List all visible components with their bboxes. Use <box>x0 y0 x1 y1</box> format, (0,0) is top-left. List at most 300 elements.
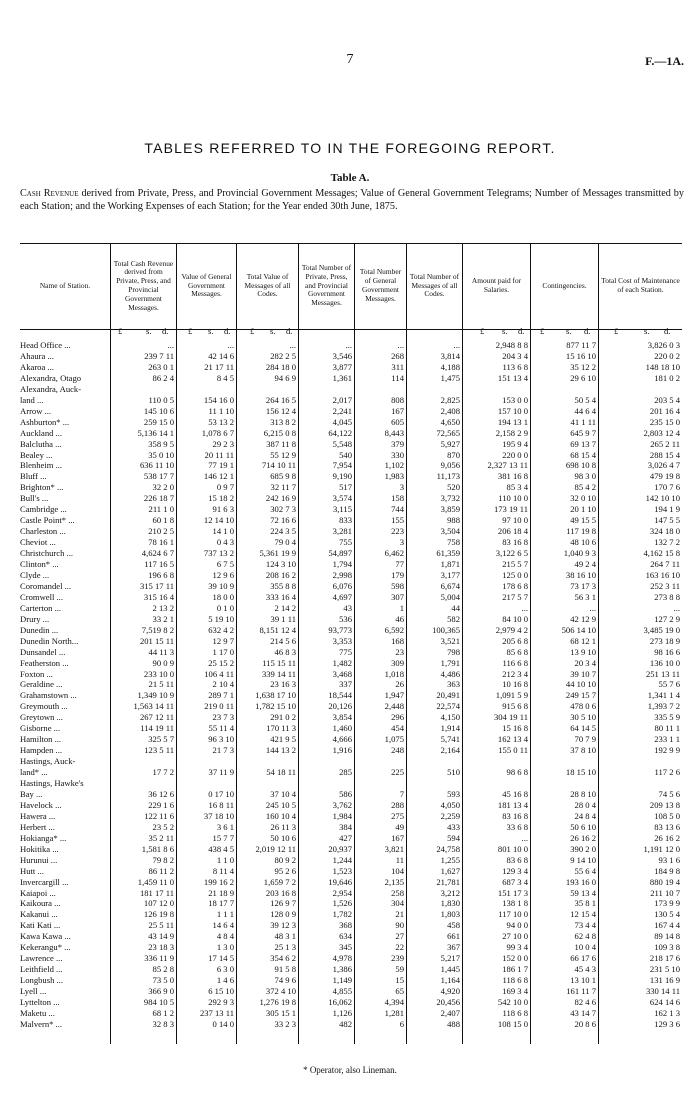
private-message-count: 3,546 <box>332 350 352 361</box>
gov-message-count: 304 <box>391 898 404 909</box>
contingencies: 18 15 10 <box>565 767 596 778</box>
column-divider <box>598 243 599 1044</box>
total-value: 203 16 8 <box>265 887 296 898</box>
total-cost: 173 9 9 <box>654 898 680 909</box>
station-name: Charleston ... <box>20 526 66 537</box>
gov-message-count: 21 <box>395 909 404 920</box>
total-cost: 1,341 1 4 <box>647 690 680 701</box>
station-name: Kakanui ... <box>20 909 58 920</box>
station-name: land* ... <box>20 767 48 778</box>
total-message-count: 3,859 <box>440 504 460 515</box>
total-value: 333 16 4 <box>265 591 296 602</box>
contingencies: 69 13 7 <box>570 438 596 449</box>
gov-message-value: 2 10 4 <box>212 679 234 690</box>
total-cost: 252 3 11 <box>650 580 680 591</box>
gov-message-value: 18 0 0 <box>212 591 234 602</box>
header-station: Name of Station. <box>39 280 91 290</box>
salaries: 304 19 11 <box>493 712 528 723</box>
total-value: 170 11 3 <box>266 723 296 734</box>
contingencies: 29 6 10 <box>570 372 596 383</box>
unit-pence: d. <box>584 326 591 336</box>
total-cost: 265 2 11 <box>650 438 680 449</box>
gov-message-value: 1 1 1 <box>216 909 234 920</box>
cash-revenue: 86 11 2 <box>148 865 174 876</box>
salaries: 33 6 8 <box>506 821 528 832</box>
contingencies: 44 10 10 <box>565 679 596 690</box>
salaries: 83 6 8 <box>506 854 528 865</box>
total-cost: 93 1 6 <box>658 854 680 865</box>
salaries: 138 1 8 <box>502 898 528 909</box>
total-message-count: 363 <box>447 679 460 690</box>
station-name: Dunsandel ... <box>20 646 66 657</box>
total-message-count: 433 <box>447 821 460 832</box>
private-message-count: 586 <box>339 788 352 799</box>
salaries: 151 13 4 <box>497 372 528 383</box>
station-name: Auckland ... <box>20 427 63 438</box>
station-name: Castle Point* ... <box>20 515 75 526</box>
total-message-count: 4,188 <box>440 361 460 372</box>
salaries: 84 10 0 <box>502 613 528 624</box>
total-cost: 80 11 1 <box>654 723 680 734</box>
salaries: 97 10 0 <box>502 515 528 526</box>
salaries: 152 0 0 <box>502 953 528 964</box>
gov-message-value: 77 19 1 <box>208 460 234 471</box>
total-message-count: ... <box>453 340 460 350</box>
cash-revenue: 315 16 4 <box>143 591 174 602</box>
total-cost: 4,162 15 8 <box>643 548 680 559</box>
gov-message-value: 199 16 2 <box>203 876 234 887</box>
total-value: 264 16 5 <box>265 394 296 405</box>
total-value: 208 16 2 <box>265 569 296 580</box>
header-gov-count: Total Number of General Government Messages. <box>359 267 402 303</box>
contingencies: 85 4 2 <box>574 482 596 493</box>
gov-message-count: 288 <box>391 799 404 810</box>
total-message-count: 3,732 <box>440 493 460 504</box>
gov-message-value: 0 1 0 <box>216 602 234 613</box>
cash-revenue: 79 8 2 <box>152 854 174 865</box>
total-message-count: 988 <box>447 515 460 526</box>
total-value: 33 2 3 <box>274 1018 296 1029</box>
salaries: 381 16 8 <box>497 471 528 482</box>
unit-pence: d. <box>518 326 525 336</box>
contingencies: 193 16 0 <box>565 876 596 887</box>
private-message-count: 16,062 <box>328 997 352 1007</box>
salaries: 162 13 4 <box>497 734 528 745</box>
footnote: * Operator, also Lineman. <box>303 1065 397 1075</box>
total-value: 50 10 6 <box>270 832 296 843</box>
contingencies: 38 16 10 <box>565 569 596 580</box>
total-message-count: 5,741 <box>440 734 460 745</box>
total-cost: 264 7 11 <box>650 559 680 569</box>
station-name: Lyell ... <box>20 986 47 997</box>
header-private-count: Total Number of Private, Press, and Provincial Government Messages. <box>301 263 352 308</box>
gov-message-count: 808 <box>391 394 404 405</box>
cash-revenue: 32 2 0 <box>152 482 174 493</box>
gov-message-count: 6 <box>399 1018 404 1029</box>
salaries: 195 9 4 <box>502 438 528 449</box>
gov-message-value: 55 11 4 <box>208 723 234 734</box>
total-cost: 98 16 6 <box>654 646 680 657</box>
gov-message-count: 167 <box>391 405 404 416</box>
gov-message-value: 106 4 11 <box>204 668 234 679</box>
header-total-value: Total Value of Messages of all Codes. <box>244 271 291 299</box>
salaries: 118 6 8 <box>502 1007 528 1018</box>
column-divider <box>236 243 237 1044</box>
contingencies: 20 3 4 <box>574 657 596 668</box>
cash-revenue: 73 5 0 <box>152 975 174 986</box>
salaries: 3,122 6 5 <box>495 548 528 559</box>
salaries: 118 6 8 <box>502 975 528 986</box>
salaries: 117 10 0 <box>498 909 528 920</box>
station-name: Invercargill ... <box>20 876 69 887</box>
total-message-count: 1,830 <box>440 898 460 909</box>
contingencies: 32 0 10 <box>570 493 596 504</box>
station-name: Hokianga* ... <box>20 832 67 843</box>
gov-message-count: 11 <box>395 854 404 865</box>
total-message-count: 510 <box>447 767 460 778</box>
gov-message-value: 20 11 11 <box>204 449 234 460</box>
contingencies: 30 5 10 <box>570 712 596 723</box>
private-message-count: 54,897 <box>328 548 352 559</box>
total-cost: 335 5 9 <box>654 712 680 723</box>
total-cost: 3,485 19 0 <box>643 624 680 635</box>
contingencies: 68 12 1 <box>570 635 596 646</box>
private-message-count: 755 <box>339 537 352 548</box>
contingencies: 44 6 4 <box>574 405 596 416</box>
total-value: 282 2 5 <box>270 350 296 361</box>
private-message-count: 1,526 <box>332 898 352 909</box>
total-cost: 131 16 9 <box>649 975 680 986</box>
salaries: 206 18 4 <box>497 526 528 537</box>
unit-pound: £ <box>480 326 485 336</box>
contingencies: 82 4 6 <box>574 997 596 1007</box>
gov-message-count: 3 <box>399 482 404 493</box>
station-name: Geraldine ... <box>20 679 63 690</box>
private-message-count: 4,697 <box>332 591 352 602</box>
private-message-count: 43 <box>343 602 352 613</box>
salaries: 2,979 4 2 <box>495 624 528 635</box>
contingencies: 877 11 7 <box>566 340 596 350</box>
gov-message-count: 744 <box>391 504 404 515</box>
total-cost: 136 10 0 <box>649 657 680 668</box>
unit-pound: £ <box>250 326 255 336</box>
gov-message-count: 168 <box>391 635 404 646</box>
salaries: 94 0 0 <box>506 920 528 931</box>
gov-message-count: 1,281 <box>384 1007 404 1018</box>
contingencies: 506 14 10 <box>561 624 596 635</box>
private-message-count: 536 <box>339 613 352 624</box>
total-cost: 89 14 8 <box>654 931 680 942</box>
gov-message-count: 1,075 <box>384 734 404 745</box>
column-divider <box>298 243 299 1044</box>
gov-message-value: 0 14 0 <box>212 1018 234 1029</box>
station-name: Dunedin North... <box>20 635 79 646</box>
total-message-count: 2,164 <box>440 745 460 756</box>
salaries: 178 6 8 <box>502 580 528 591</box>
total-message-count: 5,004 <box>440 591 460 602</box>
cash-revenue: 211 1 0 <box>148 504 174 515</box>
total-value: 72 16 6 <box>270 515 296 526</box>
cash-revenue: 23 5 2 <box>152 821 174 832</box>
gov-message-value: 8 11 4 <box>212 865 234 876</box>
column-divider <box>354 243 355 1044</box>
private-message-count: 1,149 <box>332 975 352 986</box>
total-value: 79 0 4 <box>274 537 296 548</box>
total-value: 23 16 3 <box>270 679 296 690</box>
gov-message-count: 4,394 <box>384 997 404 1007</box>
gov-message-count: 248 <box>391 745 404 756</box>
total-message-count: 661 <box>447 931 460 942</box>
unit-shilling: s. <box>208 326 214 336</box>
cash-revenue: 43 14 9 <box>148 931 174 942</box>
total-message-count: 3,177 <box>440 569 460 580</box>
salaries: ... <box>521 832 528 843</box>
gov-message-count: 179 <box>391 569 404 580</box>
total-message-count: 22,574 <box>436 701 460 712</box>
gov-message-count: 1,018 <box>384 668 404 679</box>
gov-message-value: 1 4 6 <box>216 975 234 986</box>
total-message-count: 1,803 <box>440 909 460 920</box>
total-cost: 273 18 9 <box>649 635 680 646</box>
gov-message-count: 268 <box>391 350 404 361</box>
salaries: 2,158 2 9 <box>495 427 528 438</box>
cash-revenue: 201 15 11 <box>139 635 174 646</box>
station-name: Head Office ... <box>20 340 71 350</box>
private-message-count: 3,468 <box>332 668 352 679</box>
private-message-count: 4,045 <box>332 416 352 427</box>
gov-message-count: 59 <box>395 964 404 975</box>
total-cost: 479 19 8 <box>649 471 680 482</box>
gov-message-count: 223 <box>391 526 404 537</box>
total-cost: 130 5 4 <box>654 909 680 920</box>
total-message-count: 1,475 <box>440 372 460 383</box>
gov-message-count: 309 <box>391 657 404 668</box>
salaries: 110 10 0 <box>498 493 528 504</box>
contingencies: 64 14 5 <box>570 723 596 734</box>
gov-message-count: 379 <box>391 438 404 449</box>
total-value: 54 18 11 <box>266 767 296 778</box>
contingencies: 35 12 2 <box>570 361 596 372</box>
total-cost: 163 16 10 <box>645 569 680 580</box>
cash-revenue: 5,136 14 1 <box>137 427 174 438</box>
total-message-count: 1,627 <box>440 865 460 876</box>
station-name: Hawera ... <box>20 810 56 821</box>
station-name: Kekerangu* ... <box>20 942 71 953</box>
cash-revenue: 1,563 14 11 <box>133 701 174 712</box>
private-message-count: 3,877 <box>332 361 352 372</box>
cash-revenue: 259 15 0 <box>143 416 174 427</box>
page-code: F.—1A. <box>645 54 684 68</box>
gov-message-count: 1,947 <box>384 690 404 701</box>
private-message-count: 19,646 <box>328 876 352 887</box>
gov-message-value: 12 9 6 <box>212 569 234 580</box>
gov-message-count: 65 <box>395 986 404 997</box>
total-value: 37 10 4 <box>270 788 296 799</box>
gov-message-value: 37 18 10 <box>203 810 234 821</box>
gov-message-value: 289 7 1 <box>208 690 234 701</box>
total-value: 46 8 3 <box>274 646 296 657</box>
total-message-count: 44 <box>451 602 460 613</box>
total-message-count: 4,486 <box>440 668 460 679</box>
total-value: 1,276 19 8 <box>259 997 296 1007</box>
total-value: 26 11 3 <box>270 821 296 832</box>
gov-message-value: 21 18 9 <box>208 887 234 898</box>
salaries: 129 3 4 <box>502 865 528 876</box>
private-message-count: 833 <box>339 515 352 526</box>
total-message-count: 11,173 <box>436 471 460 482</box>
salaries: 155 0 11 <box>498 745 528 756</box>
total-value: 160 10 4 <box>265 810 296 821</box>
private-message-count: 6,076 <box>332 580 352 591</box>
total-message-count: 24,758 <box>436 843 460 854</box>
cash-revenue: 2 13 2 <box>152 602 174 613</box>
private-message-count: 1,361 <box>332 372 352 383</box>
private-message-count: 3,281 <box>332 526 352 537</box>
contingencies: 55 6 4 <box>574 865 596 876</box>
total-cost: 192 9 9 <box>654 745 680 756</box>
column-divider <box>462 243 463 1044</box>
total-cost: 330 14 11 <box>645 986 680 997</box>
total-value: 284 18 0 <box>265 361 296 372</box>
unit-pence: d. <box>664 326 671 336</box>
salaries: 915 6 8 <box>502 701 528 712</box>
cash-revenue: 4,624 6 7 <box>141 548 174 559</box>
total-message-count: 594 <box>447 832 460 843</box>
private-message-count: 2,241 <box>332 405 352 416</box>
total-value: 94 6 9 <box>274 372 296 383</box>
private-message-count: 482 <box>339 1018 352 1029</box>
cash-revenue: 107 12 0 <box>143 898 174 909</box>
total-cost: 288 15 4 <box>649 449 680 460</box>
total-cost: 273 8 8 <box>654 591 680 602</box>
salaries: 116 6 8 <box>502 657 528 668</box>
gov-message-value: 0 9 7 <box>216 482 234 493</box>
gov-message-value: 6 7 5 <box>216 559 234 569</box>
station-name: Hampden ... <box>20 745 63 756</box>
salaries: 169 3 4 <box>502 986 528 997</box>
gov-message-count: 1,983 <box>384 471 404 482</box>
station-name: Bealey ... <box>20 449 53 460</box>
private-message-count: 2,017 <box>332 394 352 405</box>
cash-revenue: 325 5 7 <box>148 734 174 745</box>
header-gov-value: Value of General Government Messages. <box>181 271 232 299</box>
total-value: 5,361 19 9 <box>259 548 296 559</box>
total-message-count: 870 <box>447 449 460 460</box>
cash-revenue: 315 17 11 <box>139 580 174 591</box>
total-value: 242 16 9 <box>265 493 296 504</box>
gov-message-value: ... <box>227 340 234 350</box>
total-value: 214 5 6 <box>270 635 296 646</box>
header-cash-revenue: Total Cash Revenue derived from Private, Press, and Provincial Government Messages. <box>113 258 174 312</box>
total-cost: 324 18 0 <box>649 526 680 537</box>
total-message-count: 593 <box>447 788 460 799</box>
total-message-count: 1,871 <box>440 559 460 569</box>
cash-revenue: 23 18 3 <box>148 942 174 953</box>
gov-message-count: 454 <box>391 723 404 734</box>
contingencies: 59 13 4 <box>570 887 596 898</box>
station-name: Arrow ... <box>20 405 52 416</box>
salaries: 542 10 0 <box>497 997 528 1007</box>
cash-revenue: 35 0 10 <box>148 449 174 460</box>
total-cost: 231 5 10 <box>649 964 680 975</box>
header-top-rule <box>20 243 682 244</box>
private-message-count: 540 <box>339 449 352 460</box>
salaries: 157 10 0 <box>497 405 528 416</box>
total-message-count: 61,359 <box>436 548 460 559</box>
total-message-count: 1,164 <box>440 975 460 986</box>
private-message-count: 5,548 <box>332 438 352 449</box>
total-message-count: 1,445 <box>440 964 460 975</box>
total-value: 714 10 11 <box>261 460 296 471</box>
contingencies: 15 16 10 <box>565 350 596 361</box>
station-name: Leithfield ... <box>20 964 63 975</box>
contingencies: 20 1 10 <box>570 504 596 515</box>
station-name: Balclutha ... <box>20 438 62 449</box>
total-cost: 117 2 6 <box>654 767 680 778</box>
contingencies: 43 14 7 <box>570 1007 596 1018</box>
station-name: Kaikoura ... <box>20 898 61 909</box>
contingencies: 13 9 10 <box>570 646 596 657</box>
contingencies: 28 8 10 <box>570 788 596 799</box>
gov-message-count: 3 <box>399 537 404 548</box>
private-message-count: 1,523 <box>332 865 352 876</box>
gov-message-count: 258 <box>391 887 404 898</box>
gov-message-count: 598 <box>391 580 404 591</box>
total-cost: 211 10 7 <box>650 887 680 898</box>
station-name: Drury ... <box>20 613 50 624</box>
salaries: 153 0 0 <box>502 394 528 405</box>
gov-message-count: 46 <box>395 613 404 624</box>
station-name: Grahamstown ... <box>20 690 77 701</box>
gov-message-value: 25 15 2 <box>208 657 234 668</box>
gov-message-value: 21 7 3 <box>212 745 234 756</box>
total-value: 421 9 5 <box>270 734 296 745</box>
station-name: land ... <box>20 394 44 405</box>
contingencies: 35 8 1 <box>574 898 596 909</box>
salaries: 15 16 8 <box>502 723 528 734</box>
private-message-count: 18,544 <box>328 690 352 701</box>
contingencies: 249 15 7 <box>565 690 596 701</box>
private-message-count: 64,122 <box>328 427 352 438</box>
total-message-count: 3,212 <box>440 887 460 898</box>
cash-revenue: 123 5 11 <box>144 745 174 756</box>
total-message-count: 3,504 <box>440 526 460 537</box>
cash-revenue: 60 1 8 <box>152 515 174 526</box>
gov-message-count: 158 <box>391 493 404 504</box>
contingencies: 24 8 4 <box>574 810 596 821</box>
total-value: 302 7 3 <box>270 504 296 515</box>
station-name: Hamilton ... <box>20 734 62 745</box>
total-value: 126 9 7 <box>270 898 296 909</box>
private-message-count: 2,998 <box>332 569 352 580</box>
total-message-count: 582 <box>447 613 460 624</box>
total-value: 32 11 7 <box>270 482 296 493</box>
contingencies: 62 4 8 <box>574 931 596 942</box>
salaries: 10 16 8 <box>502 679 528 690</box>
total-message-count: 1,255 <box>440 854 460 865</box>
total-value: 305 15 1 <box>265 1007 296 1018</box>
gov-message-value: 18 17 7 <box>208 898 234 909</box>
gov-message-count: 605 <box>391 416 404 427</box>
total-cost: 109 3 8 <box>654 942 680 953</box>
total-message-count: 72,565 <box>436 427 460 438</box>
cash-revenue: 1,459 11 0 <box>137 876 174 887</box>
private-message-count: 2,954 <box>332 887 352 898</box>
private-message-count: 3,762 <box>332 799 352 810</box>
station-name: Hastings, Hawke's <box>20 778 84 788</box>
cash-revenue: 263 0 1 <box>148 361 174 372</box>
cash-revenue: 86 2 4 <box>152 372 174 383</box>
